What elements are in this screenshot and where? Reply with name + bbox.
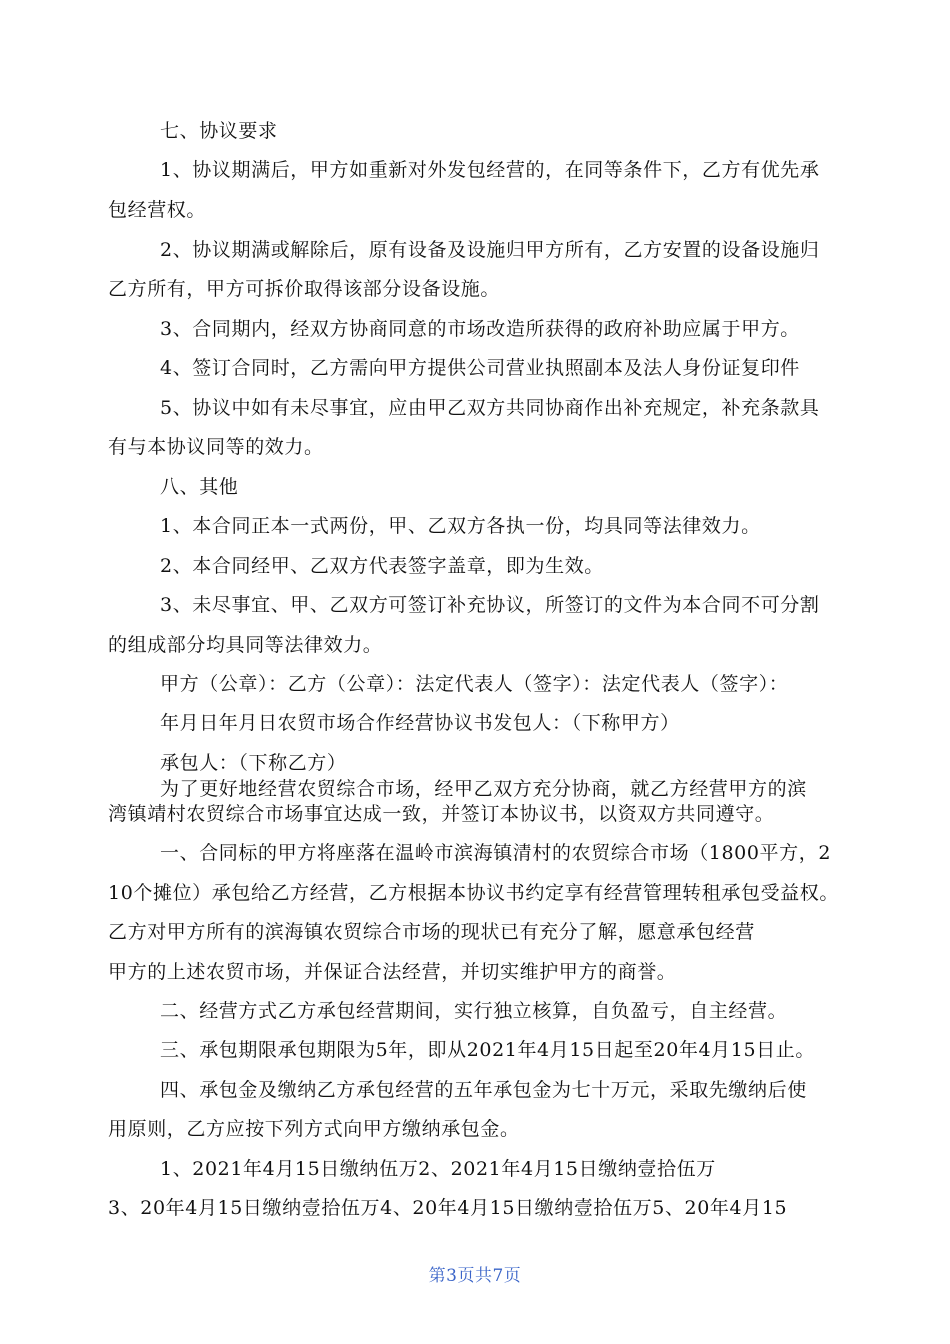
paragraph-line: 湾镇靖村农贸综合市场事宜达成一致，并签订本协议书，以资双方共同遵守。: [108, 803, 775, 825]
paragraph-line: 一、合同标的甲方将座落在温岭市滨海镇清村的农贸综合市场（1800平方，2: [160, 842, 832, 864]
signature-line: 甲方（公章）：乙方（公章）：法定代表人（签字）：法定代表人（签字）：: [160, 673, 789, 695]
paragraph-line: 3、合同期内，经双方协商同意的市场改造所获得的政府补助应属于甲方。: [160, 318, 800, 340]
page-number-footer: 第3页共7页: [428, 1266, 522, 1286]
paragraph-line: 4、签订合同时，乙方需向甲方提供公司营业执照副本及法人身份证复印件: [160, 357, 800, 379]
paragraph-line: 年月日年月日农贸市场合作经营协议书发包人：（下称甲方）: [160, 712, 680, 734]
paragraph-line: 的组成部分均具同等法律效力。: [108, 634, 383, 656]
paragraph-line: 二、经营方式乙方承包经营期间，实行独立核算，自负盈亏，自主经营。: [160, 1000, 788, 1022]
paragraph-line: 甲方的上述农贸市场，并保证合法经营，并切实维护甲方的商誉。: [108, 961, 677, 983]
paragraph-line: 1、协议期满后，甲方如重新对外发包经营的，在同等条件下，乙方有优先承: [160, 159, 820, 181]
paragraph-line: 包经营权。: [108, 199, 207, 221]
section-heading-7: 七、协议要求: [160, 120, 278, 142]
paragraph-line: 用原则，乙方应按下列方式向甲方缴纳承包金。: [108, 1118, 520, 1140]
section-heading-8: 八、其他: [160, 476, 239, 498]
paragraph-line: 乙方对甲方所有的滨海镇农贸综合市场的现状已有充分了解，愿意承包经营: [108, 921, 755, 943]
paragraph-line: 为了更好地经营农贸综合市场，经甲乙双方充分协商，就乙方经营甲方的滨: [160, 778, 807, 800]
paragraph-line: 3、未尽事宜、甲、乙双方可签订补充协议，所签订的文件为本合同不可分割: [160, 594, 820, 616]
paragraph-line: 承包人：（下称乙方）: [160, 752, 347, 774]
paragraph-line: 2、协议期满或解除后，原有设备及设施归甲方所有，乙方安置的设备设施归: [160, 239, 820, 261]
paragraph-line: 乙方所有，甲方可拆价取得该部分设备设施。: [108, 278, 501, 300]
paragraph-line: 三、承包期限承包期限为5年，即从2021年4月15日起至20年4月15日止。: [160, 1039, 815, 1061]
paragraph-line: 5、协议中如有未尽事宜，应由甲乙双方共同协商作出补充规定，补充条款具: [160, 397, 820, 419]
paragraph-line: 2、本合同经甲、乙双方代表签字盖章，即为生效。: [160, 555, 604, 577]
paragraph-line: 有与本协议同等的效力。: [108, 436, 324, 458]
paragraph-line: 1、2021年4月15日缴纳伍万2、2021年4月15日缴纳壹拾伍万: [160, 1158, 716, 1180]
paragraph-line: 10个摊位）承包给乙方经营，乙方根据本协议书约定享有经营管理转租承包受益权。: [108, 882, 839, 904]
paragraph-line: 四、承包金及缴纳乙方承包经营的五年承包金为七十万元，采取先缴纳后使: [160, 1079, 807, 1101]
paragraph-line: 3、20年4月15日缴纳壹拾伍万4、20年4月15日缴纳壹拾伍万5、20年4月15: [108, 1197, 788, 1219]
paragraph-line: 1、本合同正本一式两份，甲、乙双方各执一份，均具同等法律效力。: [160, 515, 761, 537]
